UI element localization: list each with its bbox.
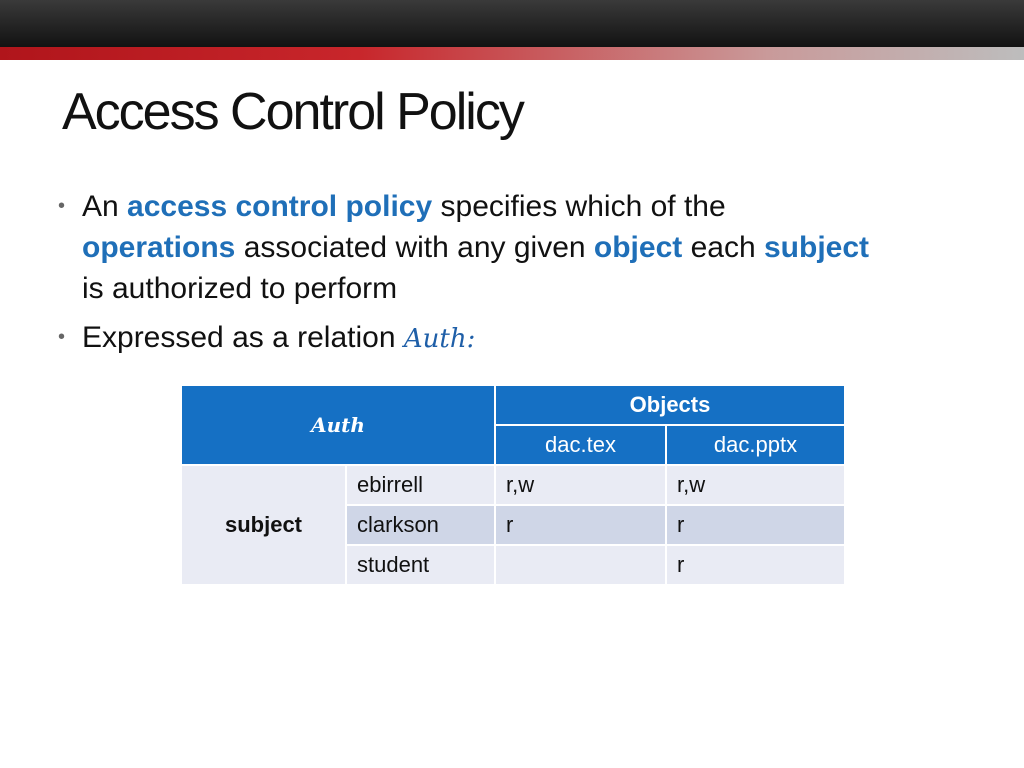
permission-cell: r bbox=[666, 505, 845, 545]
table-row bbox=[181, 465, 845, 505]
bullet-dot-icon: • bbox=[58, 195, 66, 217]
table-corner-header: Auth bbox=[181, 385, 495, 465]
bullet-text: An bbox=[82, 190, 128, 223]
bullet-list bbox=[58, 186, 878, 368]
permission-cell: r bbox=[666, 545, 845, 585]
row-subject-name: student bbox=[346, 545, 495, 585]
keyword-operations: operations bbox=[82, 231, 236, 264]
bullet-relation bbox=[58, 317, 878, 360]
column-header-dac-tex: dac.tex bbox=[495, 425, 666, 465]
column-header-dac-pptx: dac.pptx bbox=[666, 425, 845, 465]
relation-colon: : bbox=[466, 324, 476, 354]
row-subject-name: ebirrell bbox=[346, 465, 495, 505]
keyword-object: object bbox=[593, 231, 683, 264]
bullet-text: specifies which of the bbox=[432, 190, 726, 223]
bullet-text: is authorized to perform bbox=[82, 272, 398, 305]
keyword-access-control-policy: access control policy bbox=[127, 190, 433, 223]
top-banner bbox=[0, 0, 1024, 48]
permission-cell bbox=[495, 545, 666, 585]
slide-title: Access Control Policy bbox=[62, 83, 523, 141]
row-subject-name: clarkson bbox=[346, 505, 495, 545]
bullet-text: Expressed as a relation bbox=[82, 321, 404, 354]
keyword-subject: subject bbox=[764, 231, 870, 264]
permission-cell: r,w bbox=[666, 465, 845, 505]
objects-header: Objects bbox=[495, 385, 845, 425]
relation-name: Auth bbox=[403, 324, 467, 354]
permission-cell: r bbox=[495, 505, 666, 545]
bullet-text: each bbox=[682, 231, 764, 264]
red-accent-stripe bbox=[0, 47, 1024, 60]
bullet-text: associated with any given bbox=[235, 231, 594, 264]
auth-relation-table bbox=[180, 384, 846, 586]
bullet-dot-icon: • bbox=[58, 326, 66, 348]
permission-cell: r,w bbox=[495, 465, 666, 505]
bullet-definition bbox=[58, 186, 878, 309]
subject-label: subject bbox=[181, 465, 346, 585]
